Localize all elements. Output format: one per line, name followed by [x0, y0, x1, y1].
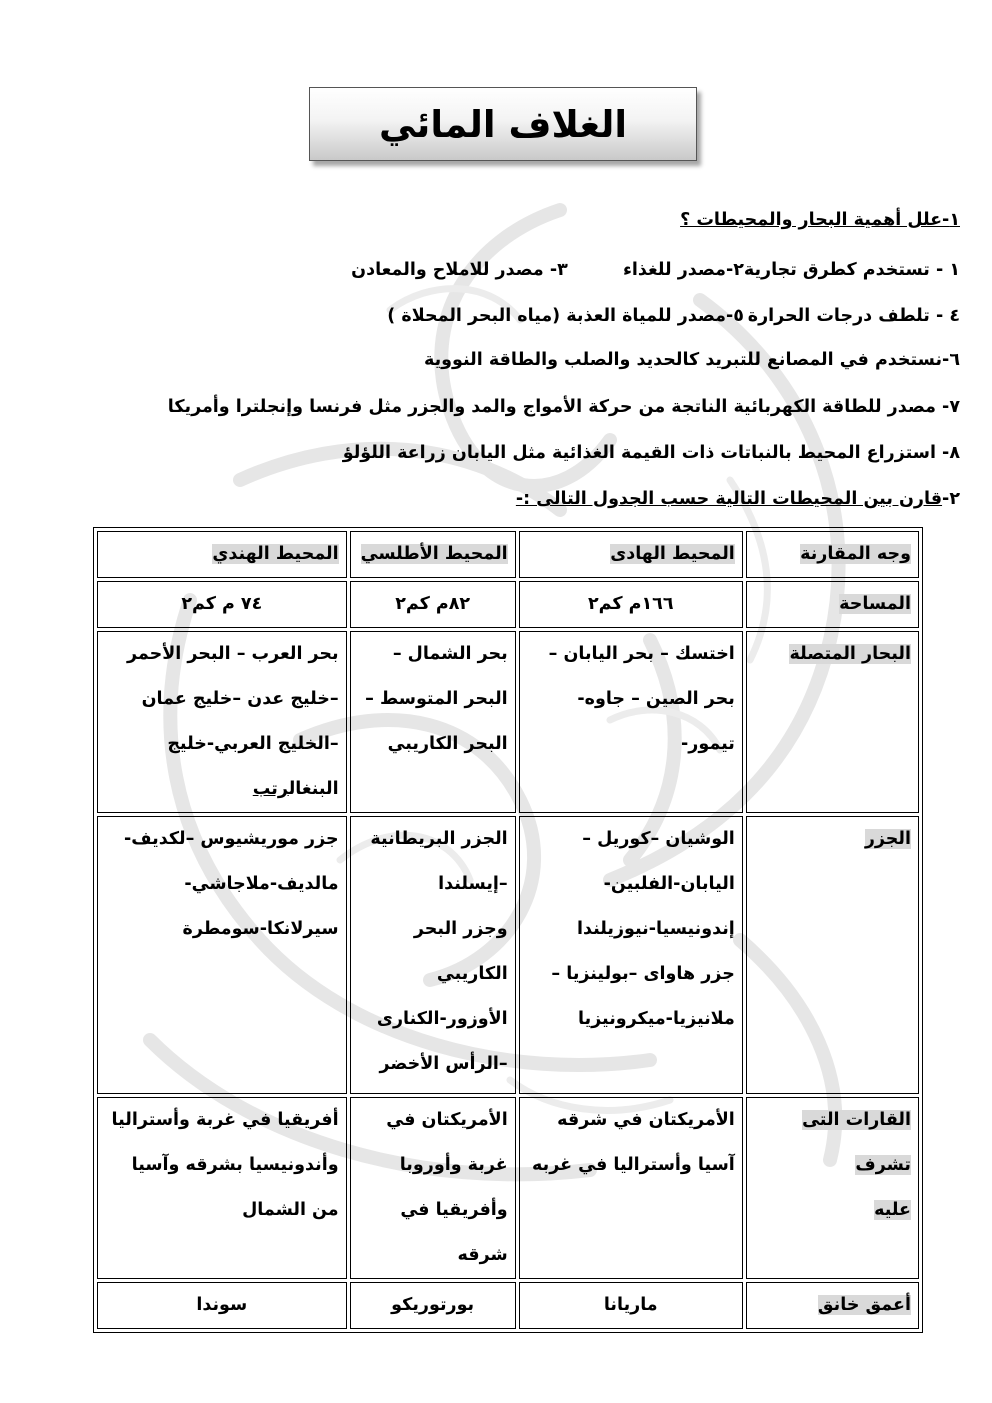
cell-atlantic-trench: بورتوريكو: [350, 1282, 516, 1329]
cell-atlantic-islands: الجزر البريطانية –إيسلندا وجزر البحر الكاريبي الأوزور-الكنارى –الرأس الأخضر: [350, 816, 516, 1094]
q1-line-1: [200, 258, 960, 282]
cell-indian-seas: بحر العرب – البحر الأحمر –خليج عدن –خليج عمان –الخليج العربي-خليج البنغالرتب: [97, 631, 347, 813]
q1-line-3: ٦-نستخدم في المصانع للتبريد كالحديد والصلب والطاقة النووية: [423, 350, 960, 370]
cell-pacific-trench: ماريانا: [519, 1282, 743, 1329]
cell-atlantic-seas: بحر الشمال – البحر المتوسط – البحر الكاريبي: [350, 631, 516, 813]
page-title: الغلاف المائي: [379, 102, 628, 146]
q1-item-2: ٢-مصدر للغذاء: [622, 260, 744, 280]
row-label-seas: البحار المتصلة: [746, 631, 919, 813]
table-row: [97, 816, 919, 1094]
header-cell-indian: المحيط الهندي: [97, 531, 347, 578]
comparison-table: [93, 527, 923, 1333]
cell-indian-area: ٧٤ م كم٢: [97, 581, 347, 628]
q1-heading: ١-علل أهمية البحار والمحيطات ؟: [680, 210, 960, 230]
cell-atlantic-continents: الأمريكتان في غربة وأوروبا وأفريقيا في شرقه: [350, 1097, 516, 1279]
q1-item-5: ٥-مصدر للمياة العذبة (مياه البحر المحلاة ): [387, 306, 744, 326]
q1-line-2: [387, 304, 960, 328]
title-box: [309, 87, 697, 161]
q1-item-4: ٤ - تلطف درجات الحرارة: [747, 306, 960, 326]
header-cell-pacific: المحيط الهادى: [519, 531, 743, 578]
cell-indian-trench: سوندا: [97, 1282, 347, 1329]
table-header-row: [97, 531, 919, 578]
header-cell-atlantic: المحيط الأطلسي: [350, 531, 516, 578]
table-row: [97, 581, 919, 628]
row-label-trench: أعمق خانق: [746, 1282, 919, 1329]
q2-number: ٢-: [942, 489, 960, 509]
table-row: [97, 1282, 919, 1329]
q1-item-3: ٣- مصدر للاملاح والمعادن: [351, 260, 568, 280]
cell-pacific-islands: الوشيان –كوريل – اليابان-الفلبين- إندونيسيا-نيوزيلندا جزر هاواى –بولينزيا – ملانيزيا-ميكرونيزيا: [519, 816, 743, 1094]
cell-atlantic-area: ٨٢م كم٢: [350, 581, 516, 628]
row-label-continents: القارات التى تشرف عليه: [746, 1097, 919, 1279]
table-row: [97, 631, 919, 813]
row-label-islands: الجزر: [746, 816, 919, 1094]
table-row: [97, 1097, 919, 1279]
row-label-area: المساحة: [746, 581, 919, 628]
q2-heading: قارن بين المحيطات التالية حسب الجدول التالى :-: [515, 489, 943, 509]
header-cell-aspect: وجه المقارنة: [746, 531, 919, 578]
q1-line-5: ٨- استزراع المحيط بالنباتات ذات القيمة الغذائية مثل اليابان زراعة اللؤلؤ: [342, 443, 960, 463]
q1-item-1: ١ - تستخدم كطرق تجارية: [743, 260, 960, 280]
q1-line-4: ٧- مصدر للطاقة الكهربائية الناتجة من حركة الأمواج والمد والجزر مثل فرنسا وإنجلترا وأمريكا: [167, 397, 960, 417]
q2-heading-line: [516, 487, 960, 511]
cell-pacific-area: ١٦٦م كم٢: [519, 581, 743, 628]
cell-pacific-seas: اختسك – بحر اليابان – بحر الصين – جاوه- تيمور-: [519, 631, 743, 813]
cell-indian-islands: جزر موريشيوس –لكديف- مالديف-ملاجاشي- سيرلانكا-سومطرة: [97, 816, 347, 1094]
cell-indian-continents: أفريقيا في غربة وأستراليا وأندونيسيا بشرقه وآسيا من الشمال: [97, 1097, 347, 1279]
cell-pacific-continents: الأمريكتان في شرقه آسيا وأستراليا في غربه: [519, 1097, 743, 1279]
